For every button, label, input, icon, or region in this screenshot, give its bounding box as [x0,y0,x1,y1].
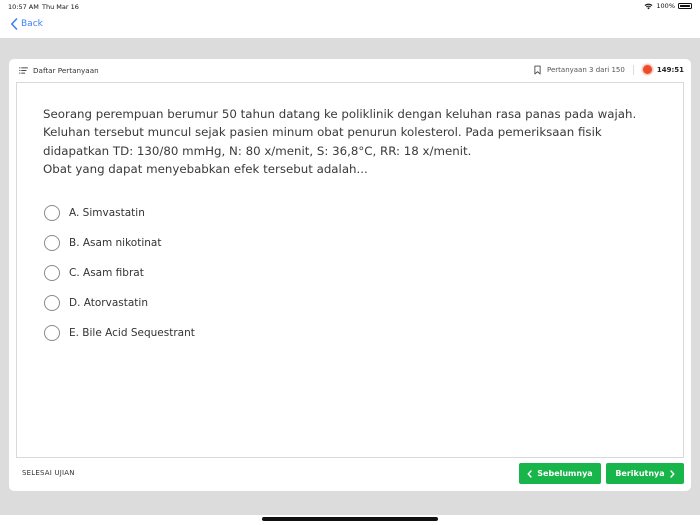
home-indicator[interactable] [262,517,438,521]
previous-button[interactable] [519,463,601,484]
timer-value: 149:51 [656,65,684,74]
question-prompt: Obat yang dapat menyebabkan efek tersebut adalah... [43,161,368,176]
status-time: 10:57 AM [8,3,39,11]
option-b[interactable] [44,228,195,258]
header-right [534,64,684,75]
chevron-right-icon [670,470,675,478]
nav-bar [0,14,700,38]
list-icon [19,67,28,74]
exam-card [9,59,691,491]
question-box [16,82,684,458]
status-indicators [644,2,692,10]
finish-exam-button[interactable]: SELESAI UJIAN [22,469,75,477]
option-c[interactable] [44,258,195,288]
wifi-icon [644,2,653,10]
question-counter: Pertanyaan 3 dari 150 [547,65,625,74]
chevron-left-icon [10,18,18,30]
question-line: didapatkan TD: 130/80 mmHg, N: 80 x/menit, S: 36,8°C, RR: 18 x/menit. [43,143,472,158]
back-button[interactable] [10,18,43,30]
next-button[interactable] [606,463,684,484]
battery-percentage: 100% [656,2,675,10]
battery-fill [680,5,690,7]
radio-button[interactable] [44,265,60,281]
recording-dot-icon [642,64,653,75]
card-footer [9,458,691,491]
bookmark-icon[interactable] [534,65,541,75]
back-label: Back [21,19,43,29]
chevron-left-icon [527,470,532,478]
radio-button[interactable] [44,205,60,221]
question-list-label: Daftar Pertanyaan [33,66,99,75]
question-line: Keluhan tersebut muncul sejak pasien minum obat penurun kolesterol. Pada pemeriksaan fisik [43,125,602,140]
status-bar [0,0,700,14]
status-date: Thu Mar 16 [42,3,79,11]
option-label: E. Bile Acid Sequestrant [69,327,195,339]
question-line: Seorang perempuan berumur 50 tahun datang ke poliklinik dengan keluhan rasa panas pada wajah. [43,107,637,121]
header-divider [633,65,634,75]
option-a[interactable] [44,198,195,228]
radio-button[interactable] [44,235,60,251]
previous-label: Sebelumnya [537,469,593,478]
question-text [43,105,663,178]
radio-button[interactable] [44,295,60,311]
option-e[interactable] [44,318,195,348]
answer-options [44,198,195,348]
card-header [9,59,691,82]
bookmark-group [534,65,625,75]
battery-icon [678,3,692,9]
timer [642,64,684,75]
option-label: C. Asam fibrat [69,267,144,279]
option-label: A. Simvastatin [69,207,145,219]
next-label: Berikutnya [615,469,665,478]
option-label: D. Atorvastatin [69,297,148,309]
option-label: B. Asam nikotinat [69,237,162,249]
option-d[interactable] [44,288,195,318]
question-list-button[interactable] [19,66,99,75]
radio-button[interactable] [44,325,60,341]
